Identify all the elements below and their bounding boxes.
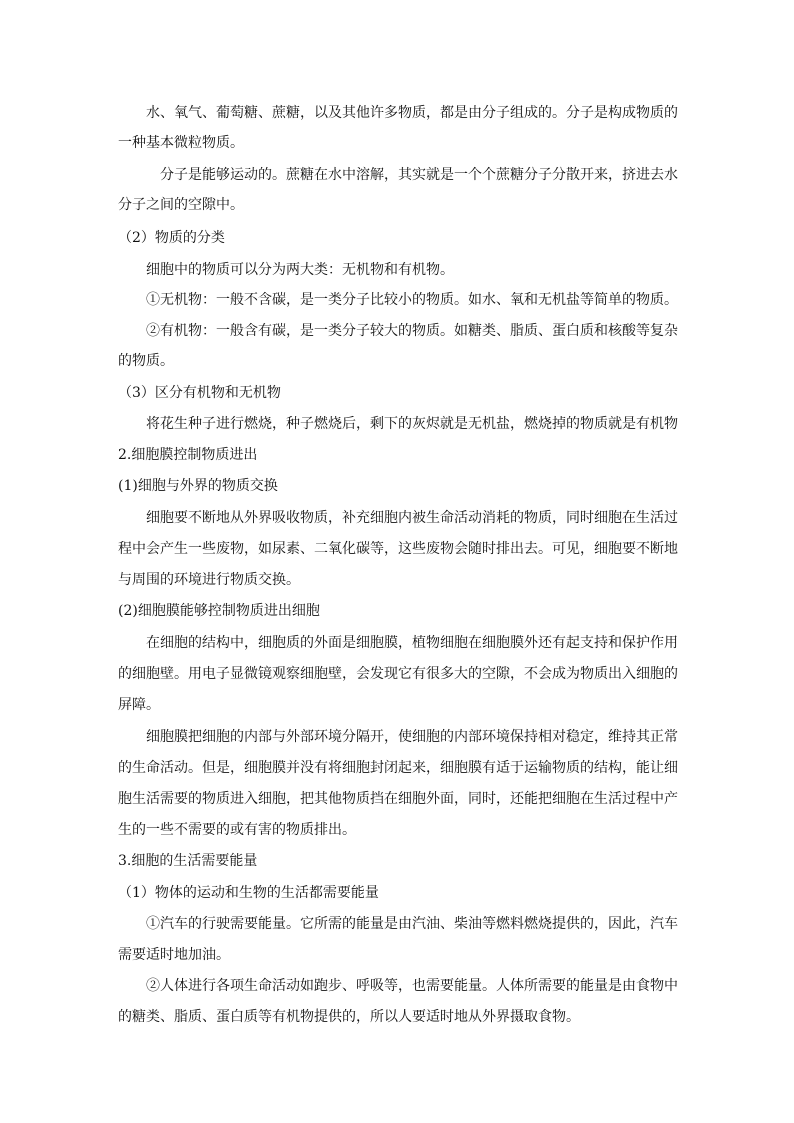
paragraph-line: 细胞中的物质可以分为两大类：无机物和有机物。 [146, 262, 454, 278]
paragraph-line: 将花生种子进行燃烧，种子燃烧后，剩下的灰烬就是无机盐，燃烧掉的物质就是有机物 [146, 416, 678, 432]
paragraph-line: 细胞要不断地从外界吸收物质，补充细胞内被生命活动消耗的物质，同时细胞在生活过 [146, 510, 678, 526]
section-heading: （3）区分有机物和无机物 [118, 385, 281, 401]
paragraph-line: 一种基本微粒物质。 [118, 135, 244, 151]
paragraph-line: 屏障。 [118, 697, 160, 713]
paragraph-line: ①汽车的行驶需要能量。它所需的能量是由汽油、柴油等燃料燃烧提供的，因此，汽车 [146, 916, 678, 932]
paragraph-line: 水、氧气、葡萄糖、蔗糖，以及其他许多物质，都是由分子组成的。分子是构成物质的 [146, 105, 678, 121]
section-heading: （2）物质的分类 [118, 230, 225, 246]
paragraph-line: 的糖类、脂质、蛋白质等有机物提供的，所以人要适时地从外界摄取食物。 [118, 1009, 580, 1025]
paragraph-line: 分子是能够运动的。蔗糖在水中溶解，其实就是一个个蔗糖分子分散开来，挤进去水 [160, 167, 678, 183]
paragraph-line: 胞生活需要的物质进入细胞，把其他物质挡在细胞外面，同时，还能把细胞在生活过程中产 [118, 791, 678, 807]
section-heading: 3.细胞的生活需要能量 [118, 853, 258, 869]
paragraph-line: 分子之间的空隙中。 [118, 197, 244, 213]
paragraph-line: 与周围的环境进行物质交换。 [118, 572, 300, 588]
paragraph-line: 的物质。 [118, 353, 174, 369]
paragraph-line: 的生命活动。但是，细胞膜并没有将细胞封闭起来，细胞膜有适于运输物质的结构，能让细 [118, 760, 678, 776]
paragraph-line: ②有机物：一般含有碳，是一类分子较大的物质。如糖类、脂质、蛋白质和核酸等复杂 [146, 323, 678, 339]
paragraph-line: 的细胞壁。用电子显微镜观察细胞壁，会发现它有很多大的空隙，不会成为物质出入细胞的 [118, 666, 678, 682]
paragraph-line: 细胞膜把细胞的内部与外部环境分隔开，使细胞的内部环境保持相对稳定，维持其正常 [146, 729, 678, 745]
paragraph-line: 生的一些不需要的或有害的物质排出。 [118, 822, 356, 838]
section-heading: 2.细胞膜控制物质进出 [118, 447, 258, 463]
paragraph-line: 程中会产生一些废物，如尿素、二氧化碳等，这些废物会随时排出去。可见，细胞要不断地 [118, 541, 678, 557]
paragraph-line: 在细胞的结构中，细胞质的外面是细胞膜，植物细胞在细胞膜外还有起支持和保护作用 [146, 635, 678, 651]
section-heading: (1)细胞与外界的物质交换 [118, 478, 278, 494]
paragraph-line: 需要适时地加油。 [118, 947, 230, 963]
section-heading: （1）物体的运动和生物的生活都需要能量 [118, 885, 379, 901]
paragraph-line: ②人体进行各项生命活动如跑步、呼吸等，也需要能量。人体所需要的能量是由食物中 [146, 978, 678, 994]
paragraph-line: ①无机物：一般不含碳，是一类分子比较小的物质。如水、氧和无机盐等简单的物质。 [146, 292, 678, 308]
section-heading: (2)细胞膜能够控制物质进出细胞 [118, 603, 320, 619]
